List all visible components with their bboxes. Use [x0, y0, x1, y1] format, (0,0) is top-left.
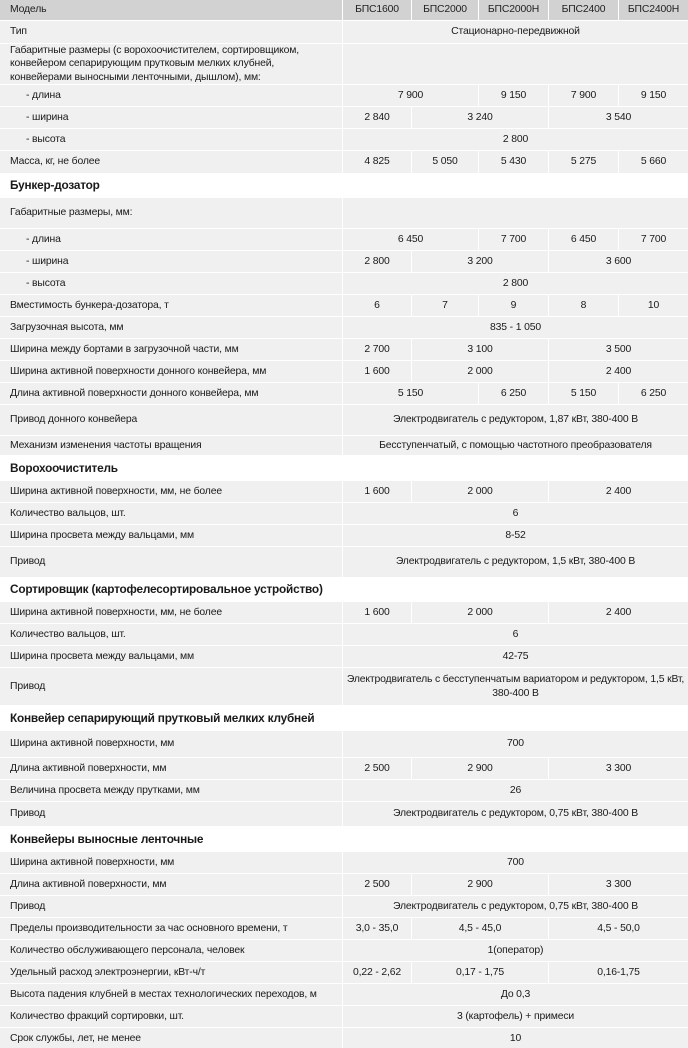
spec-value: 6	[342, 503, 688, 525]
spec-label: - длина	[0, 85, 342, 107]
spec-value: 7 900	[548, 85, 618, 107]
spec-row	[0, 383, 688, 405]
spec-value: 42-75	[342, 646, 688, 668]
spec-label: Пределы производительности за час основного времени, т	[0, 918, 342, 940]
spec-row	[0, 317, 688, 339]
spec-value: 1(оператор)	[342, 940, 688, 962]
spec-value: Электродвигатель с редуктором, 0,75 кВт, 380-400 В	[342, 802, 688, 827]
spec-row	[0, 339, 688, 361]
section-title: Конвейеры выносные ленточные	[0, 827, 688, 852]
spec-value: 6 450	[548, 229, 618, 251]
spec-value: 5 275	[548, 151, 618, 174]
spec-value: Электродвигатель с бесступенчатым вариатором и редуктором, 1,5 кВт, 380-400 В	[342, 668, 688, 706]
spec-value: Бесступенчатый, с помощью частотного преобразователя	[342, 436, 688, 456]
spec-value: 3 600	[548, 251, 688, 273]
spec-row	[0, 624, 688, 646]
spec-value: Электродвигатель с редуктором, 1,5 кВт, 380-400 В	[342, 547, 688, 578]
spec-value: 1 600	[342, 361, 411, 383]
spec-label: Длина активной поверхности, мм	[0, 874, 342, 896]
spec-row	[0, 151, 688, 174]
model-header: БПС1600	[342, 0, 411, 21]
section-title: Сортировщик (картофелесортировальное устройство)	[0, 578, 688, 602]
spec-row	[0, 962, 688, 984]
spec-value: 3 300	[548, 758, 688, 780]
spec-row	[0, 436, 688, 456]
spec-value: 1 600	[342, 602, 411, 624]
spec-value: 700	[342, 731, 688, 758]
spec-label: Ширина активной поверхности, мм, не более	[0, 602, 342, 624]
spec-value: Стационарно-передвижной	[342, 21, 688, 44]
model-header: БПС2000Н	[478, 0, 548, 21]
spec-row	[0, 1006, 688, 1028]
spec-value: 7 700	[478, 229, 548, 251]
spec-value: 9	[478, 295, 548, 317]
spec-value: 9 150	[618, 85, 688, 107]
spec-label: Загрузочная высота, мм	[0, 317, 342, 339]
spec-label: Привод	[0, 668, 342, 706]
spec-value: 3 200	[411, 251, 548, 273]
spec-value: 3 500	[548, 339, 688, 361]
spec-row	[0, 251, 688, 273]
empty-cell	[342, 198, 688, 229]
spec-label: Количество вальцов, шт.	[0, 624, 342, 646]
header-row	[0, 0, 688, 21]
spec-value: 3 100	[411, 339, 548, 361]
spec-value: 1 600	[342, 481, 411, 503]
spec-label: - длина	[0, 229, 342, 251]
spec-value: 2 900	[411, 874, 548, 896]
spec-value: Электродвигатель с редуктором, 1,87 кВт, 380-400 В	[342, 405, 688, 436]
spec-value: 7	[411, 295, 478, 317]
spec-row	[0, 361, 688, 383]
spec-row	[0, 405, 688, 436]
spec-label: Масса, кг, не более	[0, 151, 342, 174]
spec-label: - ширина	[0, 107, 342, 129]
spec-label: Величина просвета между прутками, мм	[0, 780, 342, 802]
spec-value: 5 430	[478, 151, 548, 174]
spec-label: Тип	[0, 21, 342, 44]
spec-value: 4,5 - 50,0	[548, 918, 688, 940]
spec-value: 26	[342, 780, 688, 802]
header-label: Модель	[0, 0, 342, 21]
spec-value: 2 800	[342, 273, 688, 295]
model-header: БПС2400	[548, 0, 618, 21]
spec-value: До 0,3	[342, 984, 688, 1006]
spec-value: 4 825	[342, 151, 411, 174]
spec-value: 2 500	[342, 874, 411, 896]
spec-row	[0, 129, 688, 151]
spec-value: 4,5 - 45,0	[411, 918, 548, 940]
spec-value: 2 800	[342, 129, 688, 151]
spec-value: 9 150	[478, 85, 548, 107]
spec-value: 2 700	[342, 339, 411, 361]
spec-value: 0,17 - 1,75	[411, 962, 548, 984]
section-row	[0, 174, 688, 198]
spec-label: Привод	[0, 896, 342, 918]
spec-value: 2 400	[548, 481, 688, 503]
spec-value: 3 540	[548, 107, 688, 129]
spec-value: 2 840	[342, 107, 411, 129]
spec-label: Вместимость бункера-дозатора, т	[0, 295, 342, 317]
spec-value: 2 900	[411, 758, 548, 780]
spec-row	[0, 295, 688, 317]
spec-row	[0, 646, 688, 668]
spec-row	[0, 1028, 688, 1048]
spec-row	[0, 802, 688, 827]
spec-row	[0, 984, 688, 1006]
spec-row	[0, 229, 688, 251]
spec-value: Электродвигатель с редуктором, 0,75 кВт, 380-400 В	[342, 896, 688, 918]
spec-value: 2 000	[411, 602, 548, 624]
spec-value: 700	[342, 852, 688, 874]
spec-value: 5 050	[411, 151, 478, 174]
spec-label: Высота падения клубней в местах технологических переходов, м	[0, 984, 342, 1006]
spec-label: Ширина активной поверхности, мм	[0, 852, 342, 874]
spec-value: 3 (картофель) + примеси	[342, 1006, 688, 1028]
spec-label: Ширина активной поверхности донного конвейера, мм	[0, 361, 342, 383]
spec-value: 2 400	[548, 602, 688, 624]
spec-row	[0, 852, 688, 874]
spec-row	[0, 85, 688, 107]
spec-row	[0, 918, 688, 940]
spec-label: Количество фракций сортировки, шт.	[0, 1006, 342, 1028]
spec-row	[0, 273, 688, 295]
section-title: Бункер-дозатор	[0, 174, 688, 198]
spec-label: Срок службы, лет, не менее	[0, 1028, 342, 1048]
spec-row	[0, 874, 688, 896]
spec-label: Ширина активной поверхности, мм	[0, 731, 342, 758]
spec-row	[0, 758, 688, 780]
section-row	[0, 706, 688, 731]
spec-row	[0, 602, 688, 624]
spec-value: 5 150	[342, 383, 478, 405]
spec-label: Количество обслуживающего персонала, человек	[0, 940, 342, 962]
spec-label: - высота	[0, 273, 342, 295]
spec-label: Длина активной поверхности, мм	[0, 758, 342, 780]
spec-label: Привод донного конвейера	[0, 405, 342, 436]
model-header: БПС2000	[411, 0, 478, 21]
spec-label: Ширина активной поверхности, мм, не более	[0, 481, 342, 503]
spec-value: 10	[618, 295, 688, 317]
spec-row	[0, 547, 688, 578]
spec-value: 7 700	[618, 229, 688, 251]
spec-label: Привод	[0, 547, 342, 578]
spec-label: Ширина просвета между вальцами, мм	[0, 646, 342, 668]
spec-row	[0, 107, 688, 129]
spec-label: - высота	[0, 129, 342, 151]
spec-row	[0, 780, 688, 802]
spec-value: 3 300	[548, 874, 688, 896]
spec-value: 7 900	[342, 85, 478, 107]
section-row	[0, 578, 688, 602]
spec-value: 3,0 - 35,0	[342, 918, 411, 940]
spec-value: 10	[342, 1028, 688, 1048]
spec-value: 8	[548, 295, 618, 317]
spec-value: 5 150	[548, 383, 618, 405]
spec-value: 3 240	[411, 107, 548, 129]
spec-value: 5 660	[618, 151, 688, 174]
spec-value: 0,22 - 2,62	[342, 962, 411, 984]
section-title: Конвейер сепарирующий прутковый мелких клубней	[0, 706, 688, 731]
spec-row	[0, 896, 688, 918]
spec-value: 2 800	[342, 251, 411, 273]
spec-row	[0, 731, 688, 758]
spec-label: Длина активной поверхности донного конвейера, мм	[0, 383, 342, 405]
spec-label: Количество вальцов, шт.	[0, 503, 342, 525]
spec-label: Привод	[0, 802, 342, 827]
spec-label: Механизм изменения частоты вращения	[0, 436, 342, 456]
spec-label: Ширина между бортами в загрузочной части, мм	[0, 339, 342, 361]
spec-row	[0, 668, 688, 706]
section-row	[0, 456, 688, 481]
spec-label: Ширина просвета между вальцами, мм	[0, 525, 342, 547]
empty-cell	[342, 44, 688, 85]
spec-value: 6 250	[618, 383, 688, 405]
spec-label: Удельный расход электроэнергии, кВт-ч/т	[0, 962, 342, 984]
spec-label: - ширина	[0, 251, 342, 273]
spec-row	[0, 21, 688, 44]
spec-row	[0, 481, 688, 503]
spec-row	[0, 940, 688, 962]
spec-value: 2 500	[342, 758, 411, 780]
spec-value: 835 - 1 050	[342, 317, 688, 339]
spec-value: 2 000	[411, 361, 548, 383]
spec-value: 2 400	[548, 361, 688, 383]
spec-value: 6	[342, 624, 688, 646]
spec-row	[0, 503, 688, 525]
spec-value: 2 000	[411, 481, 548, 503]
spec-value: 0,16-1,75	[548, 962, 688, 984]
spec-value: 6	[342, 295, 411, 317]
spec-row	[0, 198, 688, 229]
spec-value: 6 450	[342, 229, 478, 251]
model-header: БПС2400Н	[618, 0, 688, 21]
spec-row	[0, 44, 688, 85]
section-row	[0, 827, 688, 852]
spec-value: 8-52	[342, 525, 688, 547]
section-title: Ворохоочиститель	[0, 456, 688, 481]
spec-value: 6 250	[478, 383, 548, 405]
spec-label: Габаритные размеры, мм:	[0, 198, 342, 229]
spec-row	[0, 525, 688, 547]
spec-label: Габаритные размеры (с ворохоочистителем, сортировщиком, конвейером сепарирующим прутковым мелких клубней, конвейерами выносными ленточными, дышлом), мм:	[0, 44, 342, 85]
